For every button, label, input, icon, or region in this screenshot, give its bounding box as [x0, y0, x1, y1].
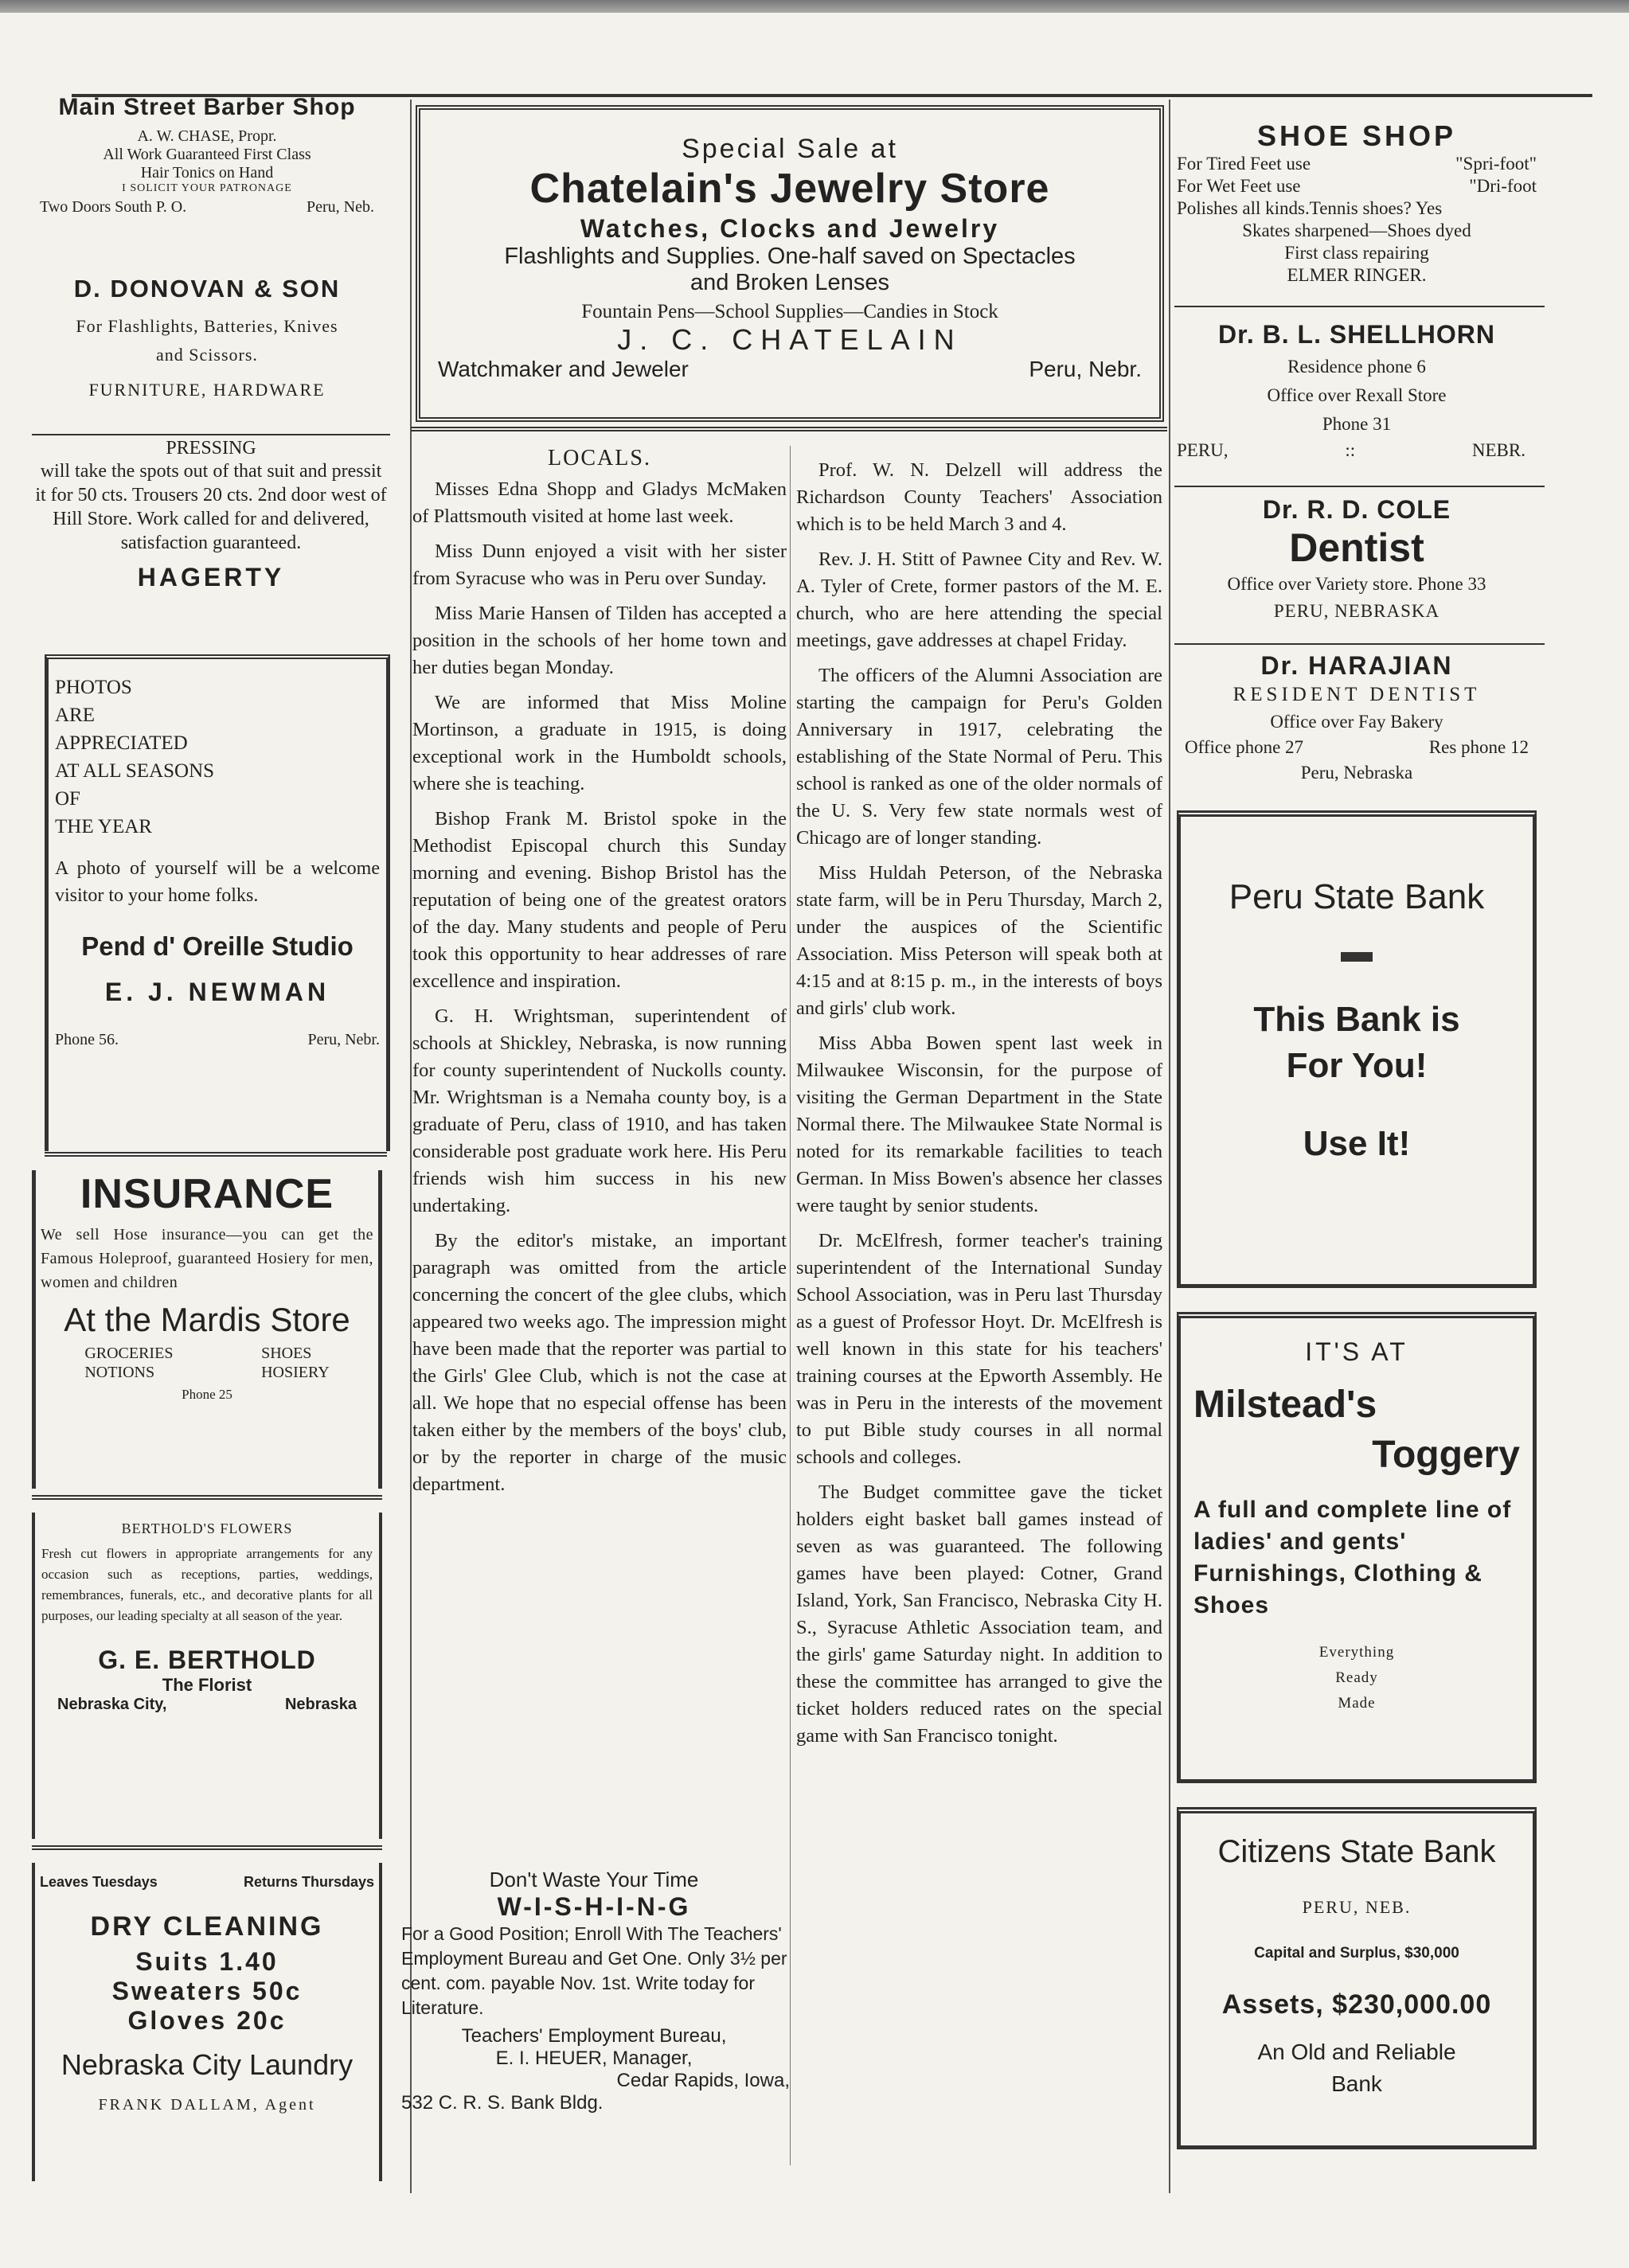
- jewelry-line3: Flashlights and Supplies. One-half saved on Spectacles: [504, 244, 1076, 269]
- peru-bank-ad: [1177, 810, 1537, 1288]
- jewelry-line4: and Broken Lenses: [690, 270, 889, 295]
- barber-city: Peru, Neb.: [307, 198, 374, 216]
- pressing-title: PRESSING: [166, 438, 256, 459]
- milstead-tag3: Made: [1338, 1695, 1376, 1712]
- berthold-title: BERTHOLD'S FLOWERS: [121, 1520, 293, 1536]
- harajian-res-phone: Res phone 12: [1428, 737, 1529, 757]
- photos-line-5: OF: [55, 788, 80, 810]
- shoe-line5: First class repairing: [1284, 243, 1429, 263]
- jewelry-trade: Watchmaker and Jeweler: [438, 357, 689, 381]
- locals-item: Miss Abba Bowen spent last week in Milwaukee Wisconsin, for the purpose of visiting the German Department in the State Normal there. The Milwaukee State Normal is noted for its remarkable facilities to teach German. In Miss Bowen's absence her classes were taught by senior students.: [796, 1033, 1162, 1216]
- wishin-line1: Don't Waste Your Time: [489, 1868, 699, 1891]
- divider-2: [45, 1152, 387, 1157]
- harajian-sub: RESIDENT DENTIST: [1232, 684, 1481, 705]
- barber-line3: I SOLICIT YOUR PATRONAGE: [122, 182, 292, 194]
- barber-ad: [32, 89, 382, 217]
- page-top-edge: [0, 0, 1629, 13]
- wishin-ad: [398, 1868, 790, 2114]
- locals-item: The Budget committee gave the ticket holders eight basket ball games instead of seven as was guaranteed. The following games have been played: Cotner, Grand Island, York, San Francisco, Nebraska City H. S., Syracuse Athletic Association team, and the girls' game Saturday night. In addition to these the committee has arranged to give the ticket holders reduced rates on the special game with San Francisco tonight.: [796, 1481, 1162, 1747]
- barber-owner: A. W. CHASE, Propr.: [137, 127, 277, 145]
- locals-item: G. H. Wrightsman, superintendent of schools at Shickley, Nebraska, is now running for county superintendent of Nuckolls county. Mr. Wrightsman is a Nemaha county boy, is a graduate of Peru, class of 1910, and has taken considerable post graduate work here. His Peru friends wish him success in his new undertaking.: [412, 1005, 787, 1216]
- milstead-ad: [1177, 1312, 1537, 1783]
- donovan-line3: FURNITURE, HARDWARE: [88, 380, 326, 400]
- jewelry-line2: Watches, Clocks and Jewelry: [580, 214, 1000, 243]
- photos-studio: Pend d' Oreille Studio: [81, 931, 354, 961]
- laundry-title: DRY CLEANING: [90, 1911, 324, 1942]
- berthold-name: G. E. BERTHOLD: [98, 1645, 316, 1674]
- wishin-name2: E. I. HEUER, Manager,: [495, 2047, 693, 2069]
- locals-item: Miss Dunn enjoyed a visit with her sister from Syracuse who was in Peru over Sunday.: [412, 541, 787, 589]
- milstead-tag2: Ready: [1335, 1669, 1378, 1686]
- locals-col-1: [412, 446, 787, 1506]
- citizens-city: PERU, NEB.: [1302, 1897, 1412, 1917]
- photos-line-6: THE YEAR: [55, 816, 152, 837]
- locals-item: Misses Edna Shopp and Gladys McMaken of Plattsmouth visited at home last week.: [412, 478, 787, 527]
- shoe-row2-left: For Wet Feet use: [1177, 176, 1301, 196]
- harajian-ad: [1177, 651, 1537, 786]
- berthold-state: Nebraska: [284, 1696, 357, 1713]
- locals-item: Miss Huldah Peterson, of the Nebraska state farm, will be in Peru Thursday, March 2, under the auspices of the Scientific Association. Miss Peterson will speak both at 4:15 and at 8:15 p. m., in the interests of boys and girls' club work.: [796, 862, 1162, 1019]
- locals-item: The officers of the Alumni Association are starting the campaign for Peru's Golden Anniversary in 1917, celebrating the establishing of the State Normal of Peru. This school is ranked as one of the older normals of the U. S. Very few state normals west of Chicago are of longer standing.: [796, 665, 1162, 849]
- insurance-item-groceries: GROCERIES: [84, 1345, 174, 1362]
- barber-location: Two Doors South P. O.: [40, 198, 187, 216]
- photos-phone: Phone 56.: [55, 1031, 119, 1048]
- divider-3: [32, 1495, 382, 1500]
- locals-item: Miss Marie Hansen of Tilden has accepted a position in the schools of her home town and her duties began Monday.: [412, 603, 787, 678]
- laundry-ad: [32, 1863, 382, 2181]
- jewelry-ad: [416, 105, 1164, 422]
- milstead-body: A full and complete line of ladies' and gents' Furnishings, Clothing & Shoes: [1193, 1497, 1512, 1618]
- divider-7: [1174, 643, 1545, 645]
- wishin-title: W-I-S-H-I-N-G: [497, 1892, 691, 1921]
- laundry-agent: FRANK DALLAM, Agent: [98, 2096, 316, 2114]
- citizens-assets: Assets, $230,000.00: [1221, 1989, 1492, 2020]
- wishin-city: Cedar Rapids, Iowa,: [616, 2070, 790, 2091]
- milstead-tag1: Everything: [1318, 1644, 1395, 1661]
- column-rule-mid: [790, 446, 791, 2165]
- shellhorn-ad: [1177, 320, 1537, 463]
- perubank-line1: This Bank is: [1253, 1000, 1460, 1039]
- insurance-item-shoes: SHOES: [261, 1345, 312, 1362]
- barber-line2: Hair Tonics on Hand: [140, 164, 274, 182]
- perubank-line2: For You!: [1286, 1046, 1428, 1085]
- donovan-line2: and Scissors.: [156, 345, 258, 365]
- laundry-name: Nebraska City Laundry: [61, 2048, 354, 2081]
- locals-item: Prof. W. N. Delzell will address the Richardson County Teachers' Association which is to be held March 3 and 4.: [796, 459, 1162, 535]
- jewelry-line1: Special Sale at: [682, 134, 898, 164]
- wishin-body: For a Good Position; Enroll With The Teachers' Employment Bureau and Get One. Only 3½ per cent. com. payable Nov. 1st. Write today for Literature.: [401, 1923, 787, 2018]
- citizens-tag2: Bank: [1331, 2071, 1382, 2096]
- perubank-dash: [1341, 952, 1373, 962]
- berthold-sub: The Florist: [162, 1675, 252, 1695]
- insurance-item-hosiery: HOSIERY: [261, 1364, 330, 1381]
- citizens-tag1: An Old and Reliable: [1257, 2040, 1456, 2064]
- divider-5: [1174, 306, 1545, 307]
- locals-item: By the editor's mistake, an important paragraph was omitted from the article concerning the concert of the glee clubs, which appeared two weeks ago. The impression might have been made that the reporter was partial to the Girls' Glee Club, which is not the case at all. We hope that no especial offense has been taken either by the members of the boys' club, or by the reporter in charge of the music department.: [412, 1230, 787, 1495]
- insurance-item-notions: NOTIONS: [84, 1364, 155, 1381]
- jewelry-line5: Fountain Pens—School Supplies—Candies in Stock: [581, 301, 998, 322]
- photos-line-2: ARE: [55, 705, 95, 726]
- insurance-store: At the Mardis Store: [64, 1301, 350, 1338]
- pressing-ad: [32, 438, 390, 592]
- laundry-sweaters: Sweaters 50c: [111, 1977, 303, 2005]
- shellhorn-line1: Residence phone 6: [1287, 357, 1426, 377]
- photos-line-4: AT ALL SEASONS: [55, 760, 215, 782]
- photos-ad: [45, 654, 390, 1151]
- divider-6: [1174, 486, 1545, 487]
- shellhorn-line2: Office over Rexall Store: [1267, 385, 1447, 405]
- locals-item: Bishop Frank M. Bristol spoke in the Methodist Episcopal church this Sunday morning and evening. Bishop Bristol has the reputation of being one of the greatest orators of the day. Many students and people of Peru took this opportunity to hear addresses of rare excellence and inspiration.: [412, 808, 787, 992]
- locals-item: We are informed that Miss Moline Mortinson, a graduate in 1915, is doing exceptional work in the Humboldt schools, where she is teaching.: [412, 692, 787, 794]
- photos-body: A photo of yourself will be a welcome visitor to your home folks.: [55, 858, 380, 906]
- shoe-row1-left: For Tired Feet use: [1177, 154, 1311, 174]
- insurance-ad: [32, 1170, 382, 1489]
- shoe-name: ELMER RINGER.: [1287, 265, 1427, 285]
- laundry-leaves: Leaves Tuesdays: [40, 1874, 158, 1890]
- locals-heading: LOCALS.: [548, 446, 651, 470]
- laundry-gloves: Gloves 20c: [127, 2006, 287, 2035]
- shoe-row2-right: "Dri-foot: [1469, 176, 1537, 196]
- cole-line2: PERU, NEBRASKA: [1273, 601, 1440, 621]
- milstead-title2: Toggery: [1372, 1434, 1520, 1476]
- insurance-body: We sell Hose insurance—you can get the Famous Holeproof, guaranteed Hosiery for men, women and children: [41, 1226, 373, 1291]
- divider-1: [32, 434, 390, 435]
- barber-line1: All Work Guaranteed First Class: [103, 146, 311, 163]
- photos-line-3: APPRECIATED: [55, 732, 188, 754]
- pressing-name: HAGERTY: [137, 563, 285, 591]
- laundry-returns: Returns Thursdays: [243, 1874, 374, 1890]
- insurance-phone: Phone 25: [182, 1387, 232, 1402]
- jewelry-name: J. C. CHATELAIN: [617, 323, 963, 356]
- harajian-line1: Office over Fay Bakery: [1270, 712, 1443, 732]
- shellhorn-city: PERU,: [1177, 440, 1229, 460]
- locals-col-2: [796, 457, 1162, 1758]
- shellhorn-sep: ::: [1345, 440, 1356, 460]
- shoe-line3: Polishes all kinds.Tennis shoes? Yes: [1177, 198, 1443, 218]
- shellhorn-title: Dr. B. L. SHELLHORN: [1218, 320, 1495, 349]
- column-rule-right: [1169, 100, 1170, 2193]
- shellhorn-state: NEBR.: [1471, 440, 1525, 460]
- wishin-address: 532 C. R. S. Bank Bldg.: [401, 2092, 604, 2114]
- donovan-ad: [32, 275, 382, 400]
- shoe-row1-right: "Spri-foot": [1455, 154, 1537, 174]
- locals-item: Dr. McElfresh, former teacher's training superintendent of the International Sunday School Association, was in Peru last Thursday as a guest of Professor Hoyt. Dr. McElfresh is well known in this state for his teachers' training courses at the Epworth Assembly. He was in Peru in the interests of the movement to put Bible study courses in all normal schools and colleges.: [796, 1230, 1162, 1468]
- wishin-name1: Teachers' Employment Bureau,: [461, 2025, 727, 2047]
- divider-4: [32, 1845, 382, 1850]
- donovan-line1: For Flashlights, Batteries, Knives: [76, 316, 338, 336]
- photos-city: Peru, Nebr.: [307, 1031, 380, 1048]
- insurance-title: INSURANCE: [80, 1171, 334, 1217]
- harajian-office-phone: Office phone 27: [1185, 737, 1304, 757]
- cole-ad: [1177, 495, 1537, 625]
- citizens-title: Citizens State Bank: [1217, 1834, 1496, 1869]
- citizens-bank-ad: [1177, 1807, 1537, 2149]
- shellhorn-line3: Phone 31: [1322, 414, 1392, 434]
- milstead-line1: IT'S AT: [1305, 1337, 1408, 1366]
- cole-line1: Office over Variety store. Phone 33: [1227, 574, 1486, 594]
- perubank-title: Peru State Bank: [1229, 877, 1485, 916]
- photos-name: E. J. NEWMAN: [104, 978, 330, 1006]
- shoe-shop-ad: [1177, 119, 1537, 287]
- donovan-title: D. DONOVAN & SON: [73, 275, 341, 303]
- barber-title: Main Street Barber Shop: [58, 94, 356, 120]
- locals-item: Rev. J. H. Stitt of Pawnee City and Rev. W. A. Tyler of Crete, former pastors of the M. E. church, who are here attending the special meetings, gave addresses at chapel Friday.: [796, 548, 1162, 651]
- berthold-ad: [32, 1513, 382, 1839]
- perubank-line3: Use It!: [1303, 1124, 1411, 1163]
- berthold-body: Fresh cut flowers in appropriate arrangements for any occasion such as receptions, parties, weddings, remembrances, funerals, etc., and decorative plants for all purposes, our leading specialty at all season of the year.: [41, 1546, 373, 1623]
- pressing-body: will take the spots out of that suit and pressit it for 50 cts. Trousers 20 cts. 2nd door west of Hill Store. Work called for and delivered, satisfaction guaranteed.: [35, 461, 387, 553]
- laundry-suits: Suits 1.40: [135, 1947, 279, 1976]
- divider-jewelry: [411, 427, 1167, 431]
- shoe-title: SHOE SHOP: [1256, 119, 1457, 152]
- cole-title: Dr. R. D. COLE: [1262, 495, 1451, 524]
- citizens-capital: Capital and Surplus, $30,000: [1254, 1945, 1459, 1962]
- harajian-city: Peru, Nebraska: [1300, 763, 1413, 783]
- berthold-city: Nebraska City,: [57, 1696, 167, 1713]
- milstead-title: Milstead's: [1193, 1384, 1377, 1426]
- jewelry-title: Chatelain's Jewelry Store: [529, 166, 1050, 212]
- cole-sub: Dentist: [1289, 525, 1424, 570]
- shoe-line4: Skates sharpened—Shoes dyed: [1242, 221, 1471, 240]
- harajian-title: Dr. HARAJIAN: [1260, 651, 1453, 680]
- photos-line-1: PHOTOS: [55, 677, 132, 698]
- jewelry-city: Peru, Nebr.: [1029, 357, 1142, 381]
